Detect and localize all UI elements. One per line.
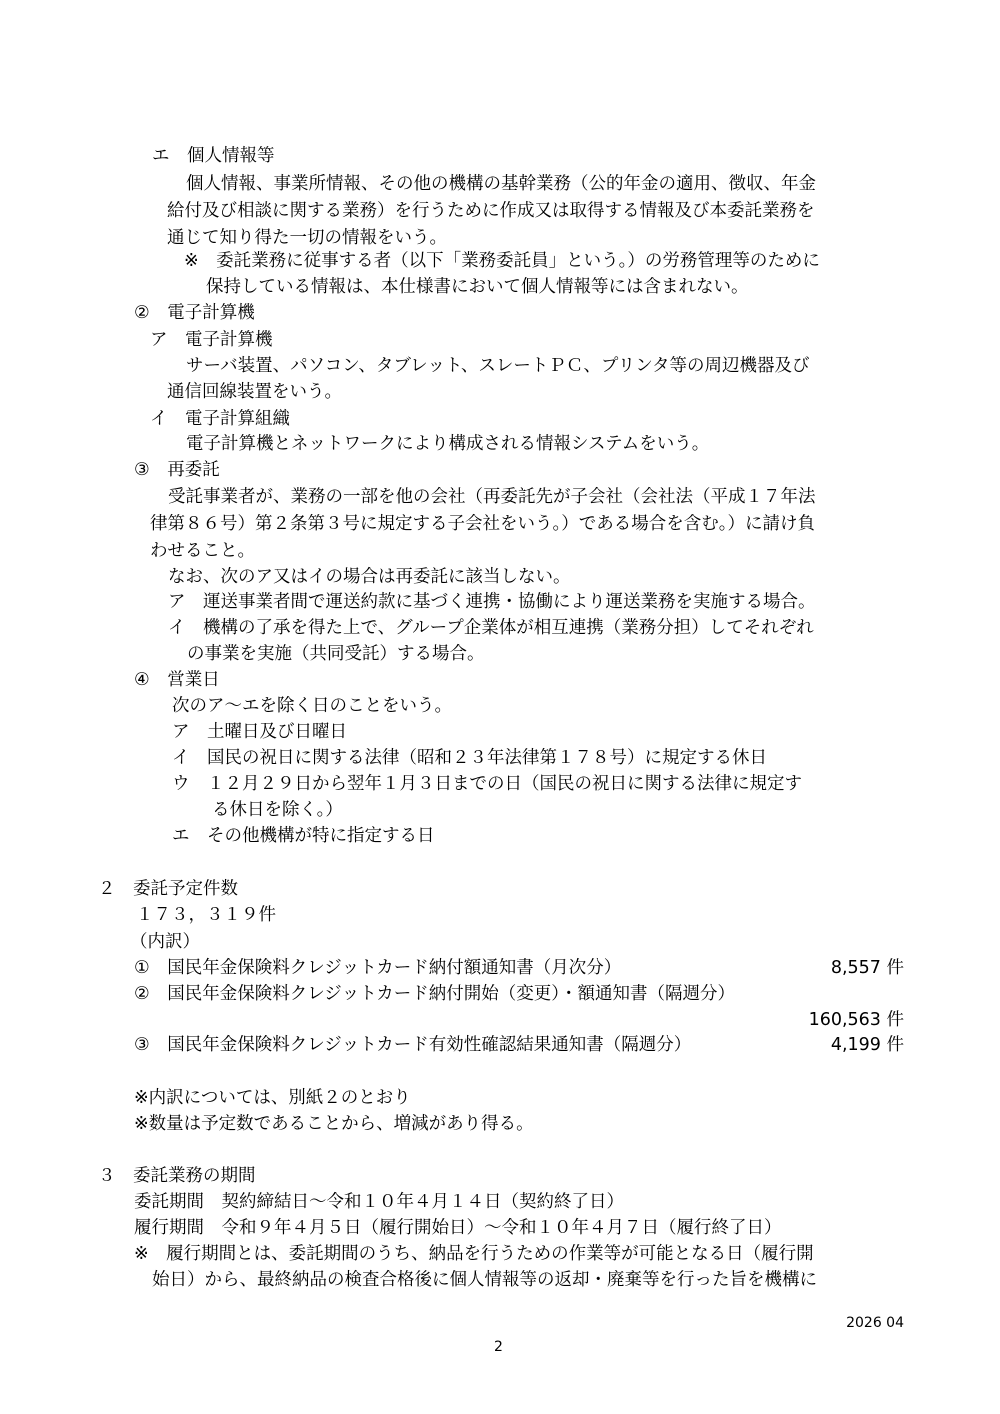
- item-2i-heading: イ 電子計算組織: [150, 409, 290, 429]
- period-note-line-1: ※ 履行期間とは、委託期間のうち、納品を行うための作業等が可能となる日（履行開: [134, 1244, 814, 1264]
- item-2-heading: ② 電子計算機: [134, 303, 255, 323]
- item-4-u-line-2: る休日を除く。）: [212, 800, 343, 820]
- performance-period: 履行期間 令和９年４月５日（履行開始日）～令和１０年４月７日（履行終了日）: [134, 1218, 782, 1238]
- item-2a-heading: ア 電子計算機: [150, 330, 273, 350]
- item-4-e: エ その他機構が特に指定する日: [172, 826, 435, 846]
- item-3-body-line-2: 律第８６号）第２条第３号に規定する子会社をいう。）である場合を含む。）に請け負: [150, 514, 815, 534]
- item-e-body-line-3: 通じて知り得た一切の情報をいう。: [167, 228, 447, 248]
- item-3-exception-a: ア 運送事業者間で運送約款に基づく連携・協働により運送業務を実施する場合。: [168, 592, 816, 612]
- item-4-a: ア 土曜日及び日曜日: [172, 722, 347, 742]
- page-number: 2: [494, 1339, 503, 1355]
- item-3-exception-i-line-2: の事業を実施（共同受託）する場合。: [187, 644, 485, 664]
- breakdown-row-1-label: ① 国民年金保険料クレジットカード納付額通知書（月次分）: [134, 958, 622, 978]
- section-2-heading: ２ 委託予定件数: [98, 879, 238, 899]
- breakdown-row-3-count: 4,199 件: [830, 1035, 904, 1055]
- contract-period: 委託期間 契約締結日～令和１０年４月１４日（契約終了日）: [134, 1192, 624, 1212]
- item-e-heading: エ 個人情報等: [152, 146, 275, 166]
- total-count: １７３，３１９件: [136, 905, 276, 925]
- period-note-line-2: 始日）から、最終納品の検査合格後に個人情報等の返却・廃棄等を行った旨を機構に: [152, 1270, 817, 1290]
- breakdown-row-1-count: 8,557 件: [830, 958, 904, 978]
- item-4-u-line-1: ウ １２月２９日から翌年１月３日までの日（国民の祝日に関する法律に規定す: [172, 774, 802, 794]
- item-4-intro: 次のア～エを除く日のことをいう。: [172, 696, 452, 716]
- item-2a-body-line-1: サーバ装置、パソコン、タブレット、スレートＰＣ、プリンタ等の周辺機器及び: [186, 356, 810, 376]
- breakdown-note-2: ※数量は予定数であることから、増減があり得る。: [134, 1114, 534, 1134]
- breakdown-label: （内訳）: [130, 932, 200, 952]
- section-3-heading: ３ 委託業務の期間: [98, 1166, 256, 1186]
- breakdown-row-3-label: ③ 国民年金保険料クレジットカード有効性確認結果通知書（隔週分）: [134, 1035, 692, 1055]
- item-4-i: イ 国民の祝日に関する法律（昭和２３年法律第１７８号）に規定する休日: [172, 748, 767, 768]
- item-e-body-line-2: 給付及び相談に関する業務）を行うために作成又は取得する情報及び本委託業務を: [167, 201, 815, 221]
- item-3-note: なお、次のア又はイの場合は再委託に該当しない。: [168, 567, 571, 587]
- breakdown-row-2-count: 160,563 件: [808, 1010, 904, 1030]
- breakdown-row-2-label: ② 国民年金保険料クレジットカード納付開始（変更）・額通知書（隔週分）: [134, 984, 735, 1004]
- item-3-body-line-3: わせること。: [150, 541, 255, 561]
- item-4-heading: ④ 営業日: [134, 670, 220, 690]
- item-e-note-line-2: 保持している情報は、本仕様書において個人情報等には含まれない。: [206, 277, 749, 297]
- item-e-body-line-1: 個人情報、事業所情報、その他の機構の基幹業務（公的年金の適用、徴収、年金: [186, 174, 816, 194]
- item-3-heading: ③ 再委託: [134, 460, 220, 480]
- item-2i-body: 電子計算機とネットワークにより構成される情報システムをいう。: [186, 434, 710, 454]
- footer-date-code: 2026 04: [846, 1315, 904, 1331]
- item-2a-body-line-2: 通信回線装置をいう。: [167, 382, 342, 402]
- breakdown-note-1: ※内訳については、別紙２のとおり: [134, 1088, 411, 1108]
- item-3-exception-i-line-1: イ 機構の了承を得た上で、グループ企業体が相互連携（業務分担）してそれぞれ: [168, 618, 814, 638]
- item-3-body-line-1: 受託事業者が、業務の一部を他の会社（再委託先が子会社（会社法（平成１７年法: [168, 487, 816, 507]
- item-e-note-line-1: ※ 委託業務に従事する者（以下「業務委託員」という。）の労務管理等のために: [184, 251, 820, 271]
